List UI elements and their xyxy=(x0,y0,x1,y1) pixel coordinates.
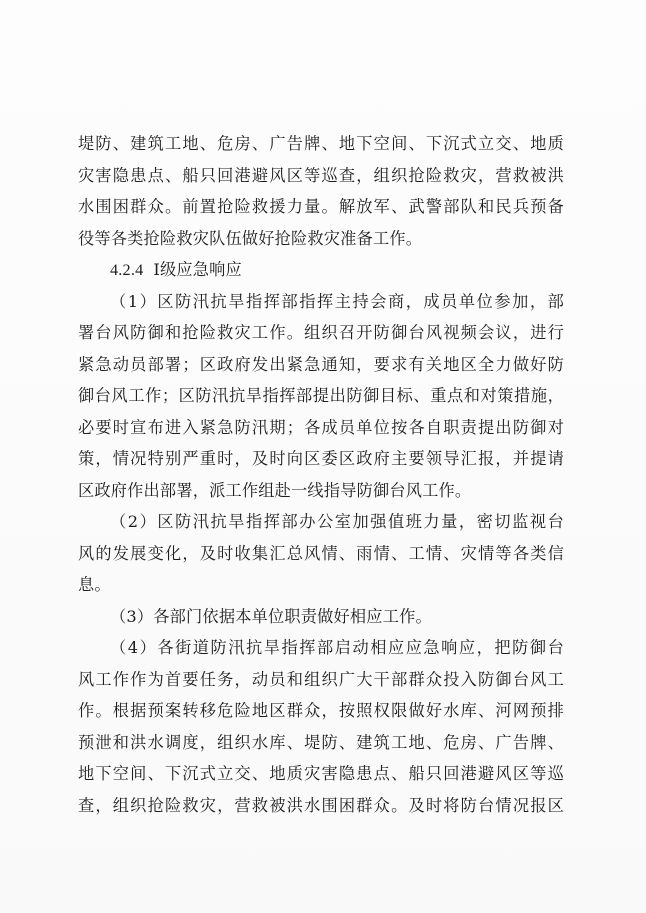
text-line: 作。根据预案转移危险地区群众，按照权限做好水库、河网预排 xyxy=(78,701,564,720)
section-title: Ⅰ级应急响应 xyxy=(153,260,242,279)
text-line: 灾害隐患点、船只回港避风区等巡查，组织抢险救灾，营救被洪 xyxy=(78,165,564,185)
document-body xyxy=(78,128,564,821)
text-line: （1）区防汛抗旱指挥部指挥主持会商，成员单位参加，部 xyxy=(110,291,564,311)
text-line: 风工作作为首要任务，动员和组织广大干部群众投入防御台风工 xyxy=(78,669,564,689)
text-line: 必要时宣布进入紧急防汛期；各成员单位按各自职责提出防御对 xyxy=(78,417,564,437)
section-number: 4.2.4 xyxy=(110,261,144,279)
text-line: 查，组织抢险救灾，营救被洪水围困群众。及时将防台情况报区 xyxy=(78,795,564,815)
paragraph-continued xyxy=(78,128,564,254)
text-line: 御台风工作；区防汛抗旱指挥部提出防御目标、重点和对策措施， xyxy=(78,386,564,405)
paragraph-item-1 xyxy=(78,286,564,507)
text-line: 息。 xyxy=(78,575,111,594)
paragraph-item-2 xyxy=(78,506,564,601)
text-line: 署台风防御和抢险救灾工作。组织召开防御台风视频会议，进行 xyxy=(78,323,564,342)
text-line: 堤防、建筑工地、危房、广告牌、地下空间、下沉式立交、地质 xyxy=(78,134,564,153)
paragraph-item-4 xyxy=(78,632,564,821)
text-line: 地下空间、下沉式立交、地质灾害隐患点、船只回港避风区等巡 xyxy=(78,764,564,783)
text-line: 风的发展变化，及时收集汇总风情、雨情、工情、灾情等各类信 xyxy=(78,543,564,563)
text-line: 水围困群众。前置抢险救援力量。解放军、武警部队和民兵预备 xyxy=(78,197,564,216)
text-line: （2）区防汛抗旱指挥部办公室加强值班力量，密切监视台 xyxy=(110,512,564,531)
text-line: 区政府作出部署，派工作组赴一线指导防御台风工作。 xyxy=(78,480,472,500)
paragraph-item-3 xyxy=(78,601,564,633)
text-line: 策，情况特别严重时，及时向区委区政府主要领导汇报，并提请 xyxy=(78,449,564,468)
text-line: 预泄和洪水调度，组织水库、堤防、建筑工地、危房、广告牌、 xyxy=(78,732,564,752)
text-line: 紧急动员部署；区政府发出紧急通知，要求有关地区全力做好防 xyxy=(78,354,564,374)
section-heading xyxy=(78,254,564,286)
text-line: （4）各街道防汛抗旱指挥部启动相应应急响应，把防御台 xyxy=(110,638,564,657)
text-line: 役等各类抢险救灾队伍做好抢险救灾准备工作。 xyxy=(78,228,423,248)
text-line: （3）各部门依据本单位职责做好相应工作。 xyxy=(110,606,432,626)
